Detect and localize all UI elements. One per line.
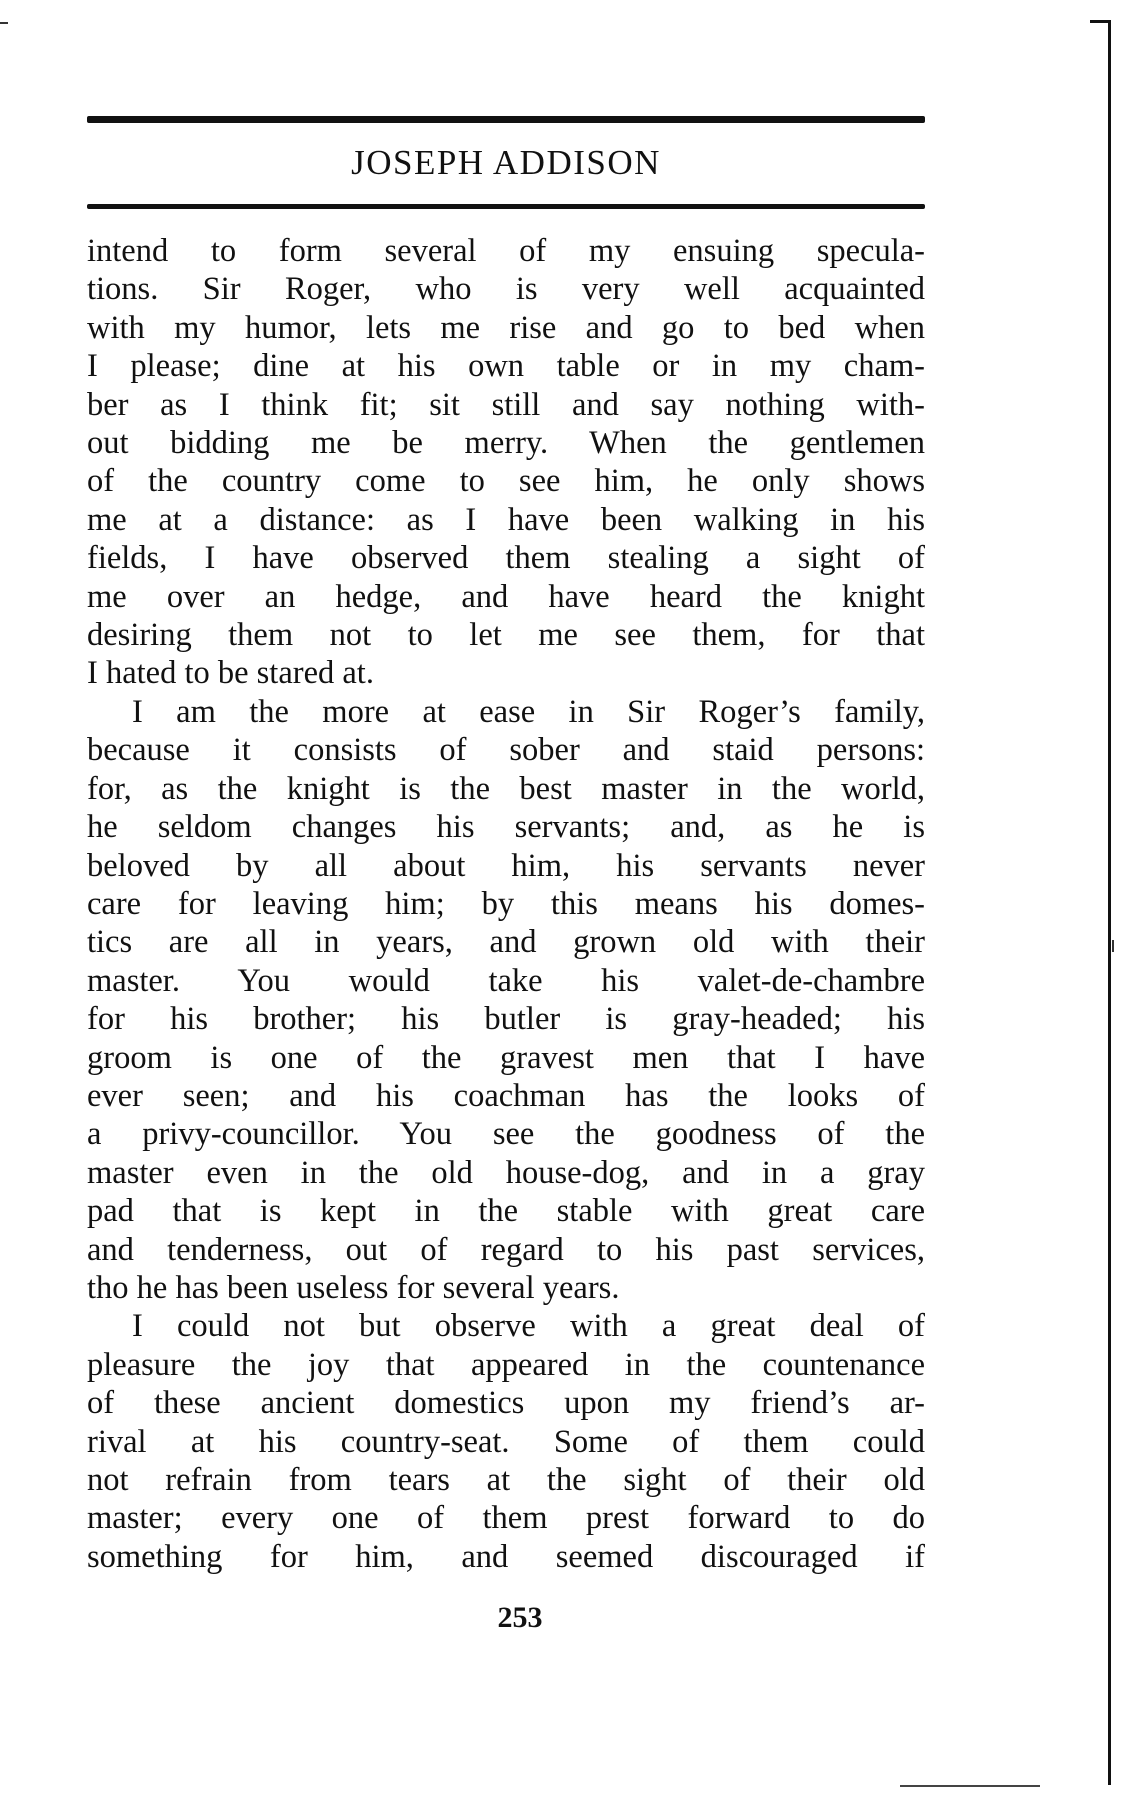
text-line: me over an hedge, and have heard the knight (87, 578, 925, 615)
text-line: master. You would take his valet-de-chambre (87, 962, 925, 999)
text-line: I please; dine at his own table or in my cham- (87, 348, 925, 385)
text-line: ber as I think fit; sit still and say nothing with- (87, 386, 925, 423)
text-line: tics are all in years, and grown old with their (87, 924, 925, 961)
text-line: me at a distance: as I have been walking in his (87, 501, 925, 538)
text-line: care for leaving him; by this means his domes- (87, 885, 925, 922)
text-line: tho he has been useless for several years. (87, 1269, 620, 1306)
text-line: ever seen; and his coachman has the looks of (87, 1077, 925, 1114)
running-head-title: JOSEPH ADDISON (351, 143, 661, 182)
paragraph-3 (87, 1307, 925, 1576)
text-line: intend to form several of my ensuing specula- (87, 233, 925, 269)
text-line: pleasure the joy that appeared in the countenance (87, 1346, 925, 1383)
text-line: for his brother; his butler is gray-headed; his (87, 1001, 925, 1038)
scan-speck (0, 22, 8, 24)
text-line: because it consists of sober and staid persons: (87, 732, 925, 769)
text-line: of these ancient domestics upon my friend’s ar- (87, 1385, 925, 1422)
paragraph-1 (87, 232, 925, 693)
text-line: for, as the knight is the best master in the world, (87, 770, 925, 807)
paragraph-2 (87, 693, 925, 1308)
text-line: desiring them not to let me see them, for that (87, 617, 925, 654)
scan-edge-right (1108, 20, 1111, 1785)
text-line: he seldom changes his servants; and, as he is (87, 809, 925, 846)
text-line: rival at his country-seat. Some of them could (87, 1423, 925, 1460)
text-line: beloved by all about him, his servants never (87, 847, 925, 884)
text-line: tions. Sir Roger, who is very well acquainted (87, 271, 925, 308)
text-line: a privy-councillor. You see the goodness of the (87, 1116, 925, 1153)
text-line: groom is one of the gravest men that I have (87, 1039, 925, 1076)
text-line: with my humor, lets me rise and go to bed when (87, 309, 925, 346)
scan-edge-bottom (900, 1785, 1040, 1787)
text-line: I hated to be stared at. (87, 655, 374, 692)
page-number: 253 (497, 1601, 543, 1634)
text-line: something for him, and seemed discouraged if (87, 1538, 925, 1575)
text-line: fields, I have observed them stealing a sight of (87, 540, 925, 577)
text-line: not refrain from tears at the sight of their old (87, 1462, 925, 1498)
header-rule-top (87, 116, 925, 123)
text-line: I am the more at ease in Sir Roger’s family, (132, 693, 925, 730)
text-line: pad that is kept in the stable with great care (87, 1193, 925, 1230)
scan-speck (1112, 940, 1114, 952)
text-line: I could not but observe with a great deal of (132, 1308, 925, 1345)
text-line: and tenderness, out of regard to his past services, (87, 1231, 925, 1268)
body-text (87, 232, 925, 1576)
text-line: of the country come to see him, he only shows (87, 463, 925, 500)
header-rule-bottom (87, 204, 925, 209)
text-line: out bidding me be merry. When the gentlemen (87, 425, 925, 462)
text-line: master; every one of them prest forward to do (87, 1500, 925, 1537)
scan-edge-corner (1090, 20, 1110, 23)
text-line: master even in the old house-dog, and in a gray (87, 1154, 925, 1191)
